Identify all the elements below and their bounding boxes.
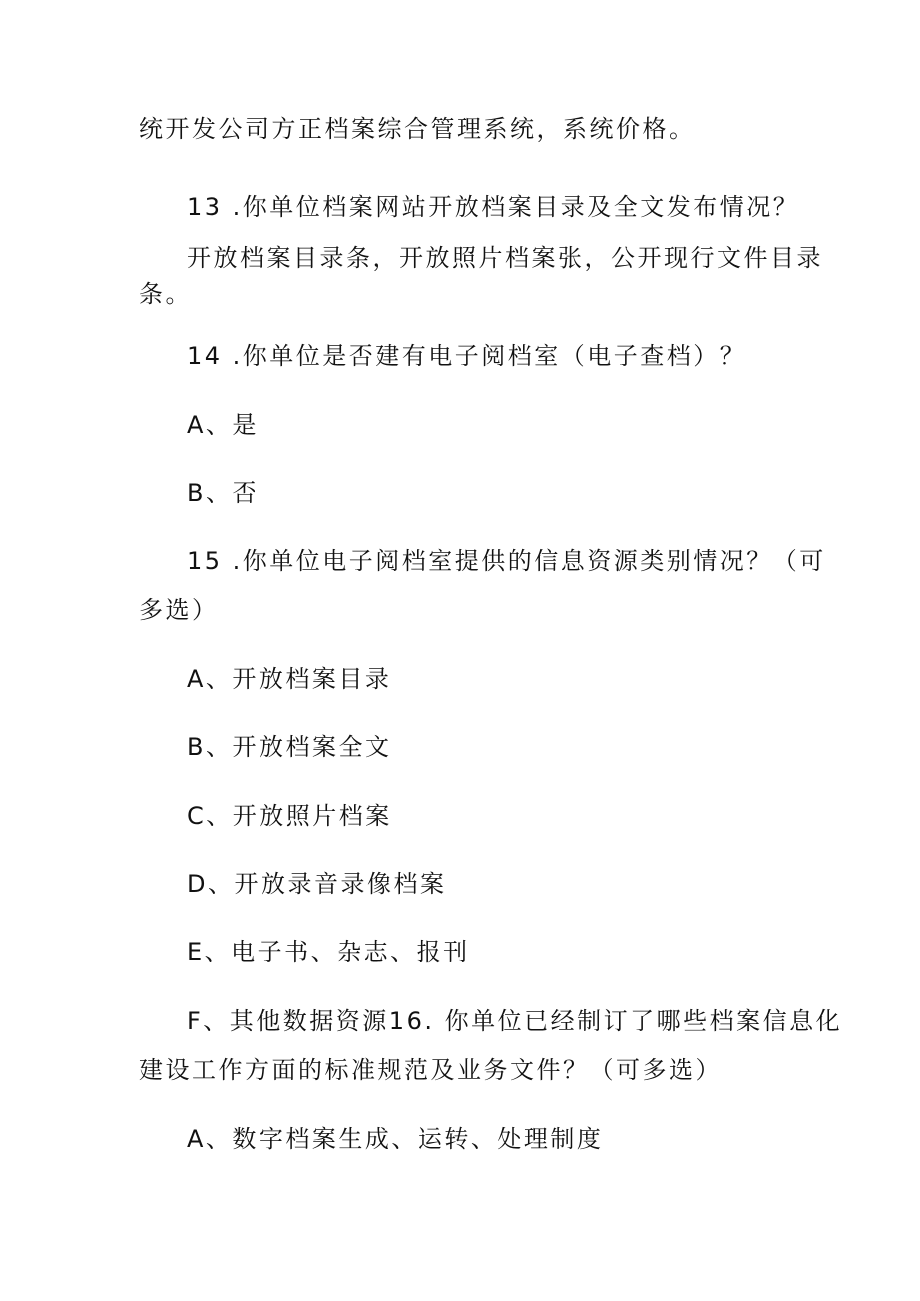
question-15-line1: 15 .你单位电子阅档室提供的信息资源类别情况？（可 [187, 547, 826, 575]
question-15-option-b: B、开放档案全文 [187, 733, 392, 761]
question-13: 13 .你单位档案网站开放档案目录及全文发布情况？ [187, 193, 800, 221]
question-14-option-b: B、否 [187, 479, 259, 507]
question-14: 14 .你单位是否建有电子阅档室（电子查档）？ [187, 342, 747, 370]
question-15-option-a: A、开放档案目录 [187, 665, 392, 693]
question-16-line2: 建设工作方面的标准规范及业务文件？（可多选） [139, 1056, 722, 1084]
intro-text-line: 统开发公司方正档案综合管理系统，系统价格。 [139, 115, 696, 143]
question-16-option-a: A、数字档案生成、运转、处理制度 [187, 1125, 604, 1153]
question-15-option-c: C、开放照片档案 [187, 802, 392, 830]
question-15-line2: 多选） [139, 596, 219, 624]
question-15-option-d: D、开放录音录像档案 [187, 870, 447, 898]
question-13-answer-line2: 条。 [139, 280, 192, 308]
question-14-option-a: A、是 [187, 411, 259, 439]
question-13-answer-line1: 开放档案目录条，开放照片档案张，公开现行文件目录 [187, 244, 823, 272]
question-15-option-f-and-question-16-line1: F、其他数据资源16. 你单位已经制订了哪些档案信息化 [187, 1007, 843, 1035]
question-15-option-e: E、电子书、杂志、报刊 [187, 938, 470, 966]
